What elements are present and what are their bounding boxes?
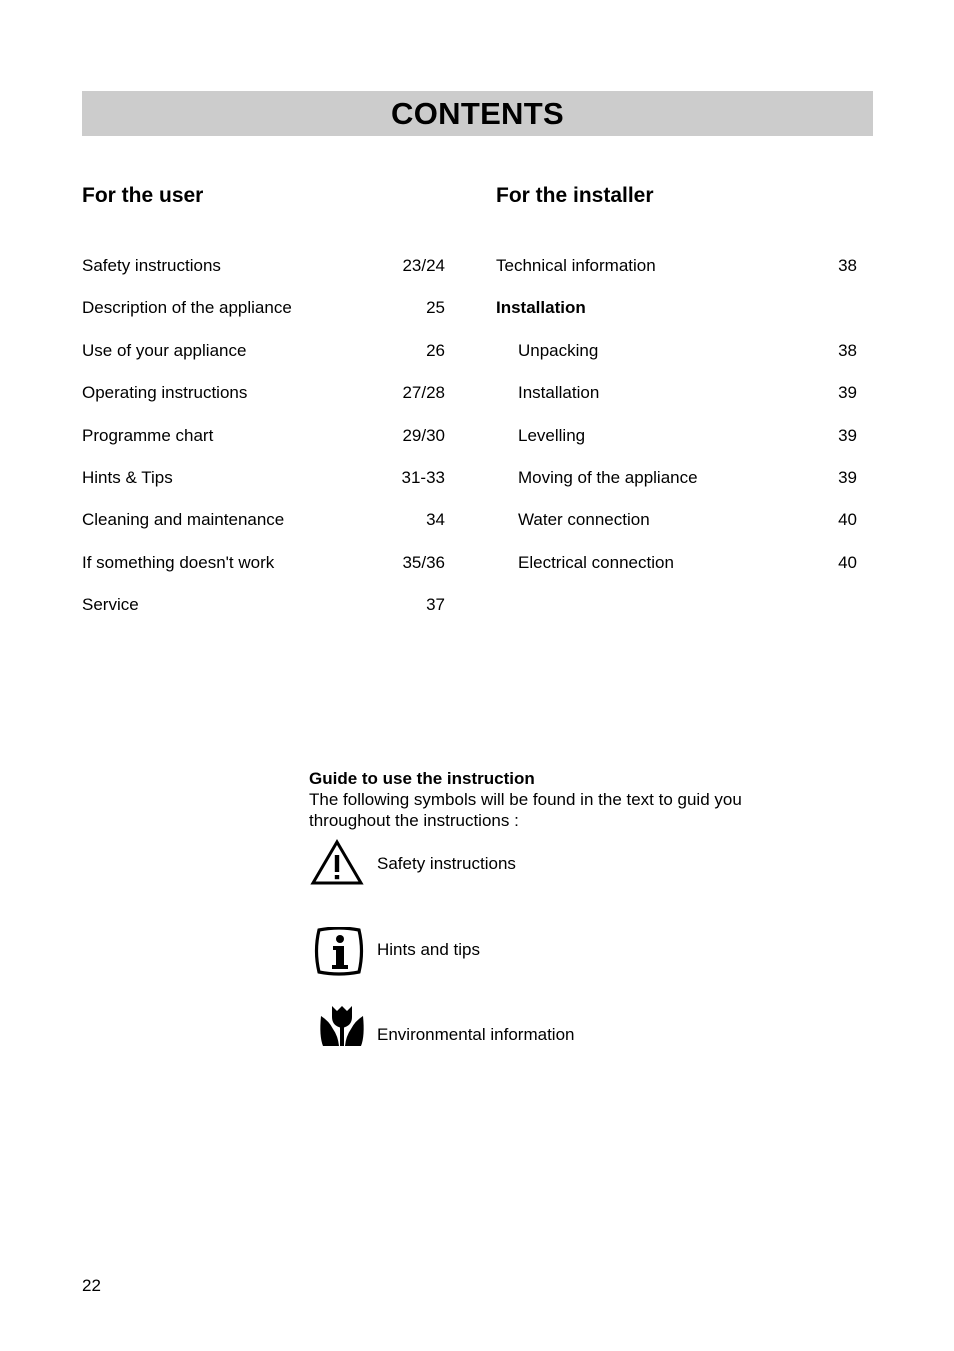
toc-entry[interactable]: Levelling 39 <box>496 415 857 457</box>
toc-entry[interactable]: Hints & Tips 31-33 <box>82 457 445 499</box>
toc-entry[interactable]: Programme chart 29/30 <box>82 415 445 457</box>
toc-page-number: 27/28 <box>402 383 445 403</box>
symbol-label: Hints and tips <box>377 940 480 959</box>
toc-entry[interactable]: Safety instructions 23/24 <box>82 245 445 287</box>
toc-page-number: 35/36 <box>402 552 445 572</box>
toc-page-number: 25 <box>426 298 445 318</box>
symbol-guide <box>309 768 809 831</box>
toc-page-number: 38 <box>838 340 857 360</box>
toc-entry[interactable]: Technical information 38 <box>496 245 857 287</box>
guide-text-line: The following symbols will be found in the text to guid you <box>309 790 742 809</box>
toc-entry[interactable]: Operating instructions 27/28 <box>82 372 445 414</box>
toc-entry[interactable]: Moving of the appliance 39 <box>496 457 857 499</box>
symbol-label: Environmental information <box>377 1025 575 1044</box>
warning-triangle-icon <box>309 838 369 888</box>
page-number: 22 <box>82 1276 101 1295</box>
page-title: CONTENTS <box>391 95 564 131</box>
toc-entry[interactable]: Description of the appliance 25 <box>82 287 445 329</box>
installer-section-heading: For the installer <box>496 184 654 207</box>
installer-toc-list <box>496 245 857 584</box>
guide-text-line: throughout the instructions : <box>309 811 519 830</box>
toc-page-number: 31-33 <box>401 467 445 487</box>
toc-entry[interactable]: Service 37 <box>82 584 445 626</box>
toc-page-number: 39 <box>838 467 857 487</box>
user-toc-list <box>82 245 445 627</box>
toc-entry[interactable]: Use of your appliance 26 <box>82 330 445 372</box>
toc-entry[interactable]: Water connection 40 <box>496 499 857 541</box>
toc-entry[interactable]: Cleaning and maintenance 34 <box>82 499 445 541</box>
user-section-heading: For the user <box>82 184 204 207</box>
symbol-label: Safety instructions <box>377 854 516 873</box>
info-icon <box>309 927 369 977</box>
toc-entry[interactable]: Installation 39 <box>496 372 857 414</box>
contents-title-bar <box>82 91 873 136</box>
toc-page-number: 40 <box>838 552 857 572</box>
toc-page-number: 23/24 <box>402 256 445 275</box>
toc-page-number: 39 <box>838 425 857 445</box>
guide-title: Guide to use the instruction <box>309 769 535 788</box>
toc-page-number: 26 <box>426 340 445 360</box>
toc-page-number: 38 <box>838 256 857 275</box>
tulip-icon <box>309 1002 369 1052</box>
toc-page-number: 40 <box>838 510 857 530</box>
toc-group-heading: Installation <box>496 298 586 318</box>
toc-entry[interactable]: Unpacking 38 <box>496 330 857 372</box>
toc-entry[interactable]: If something doesn't work 35/36 <box>82 542 445 584</box>
toc-page-number: 37 <box>426 595 445 615</box>
toc-entry[interactable]: Electrical connection 40 <box>496 542 857 584</box>
toc-page-number: 39 <box>838 383 857 403</box>
toc-page-number: 34 <box>426 510 445 530</box>
toc-page-number: 29/30 <box>402 425 445 445</box>
